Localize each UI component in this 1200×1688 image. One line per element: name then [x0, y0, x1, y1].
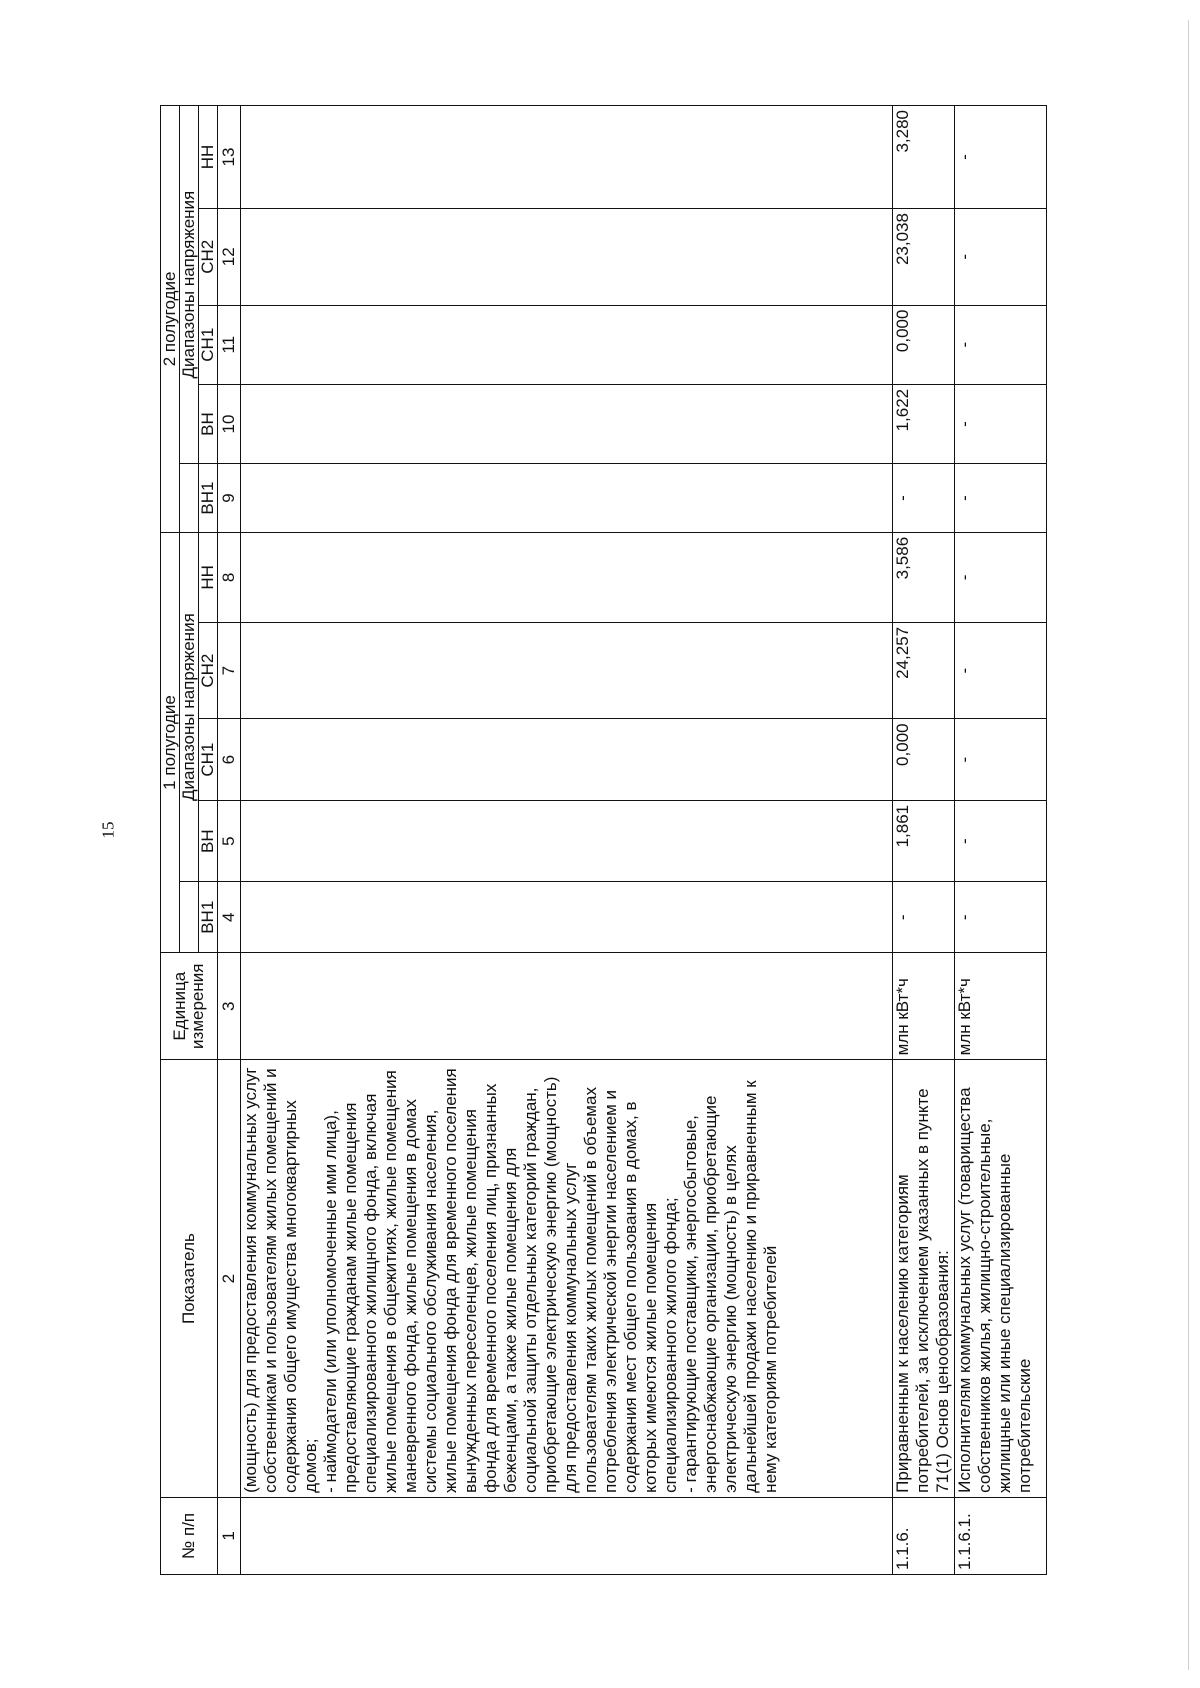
- col-index: 13: [218, 106, 241, 209]
- col-index: 4: [218, 882, 241, 953]
- row-value: [241, 532, 893, 622]
- row-value: -: [955, 384, 1047, 463]
- row-unit: [241, 953, 893, 1060]
- row-value: -: [955, 106, 1047, 209]
- header-ranges-1: Диапазоны напряжения: [180, 532, 199, 882]
- table-row: [241, 106, 893, 1575]
- col-index: 5: [218, 800, 241, 881]
- row-unit: млн кВт*ч: [955, 953, 1047, 1060]
- col-index: 6: [218, 719, 241, 800]
- row-value: -: [955, 622, 1047, 719]
- table-row: [955, 106, 1047, 1575]
- row-value: -: [955, 882, 1047, 953]
- header-half1: 1 полугодие: [161, 532, 180, 952]
- header-col-vn: ВН: [199, 800, 218, 881]
- row-value: -: [955, 532, 1047, 622]
- row-num: [241, 1497, 893, 1574]
- header-col-vn1: ВН1: [199, 882, 218, 953]
- col-index: 1: [218, 1497, 241, 1574]
- row-value: 23,038: [893, 209, 955, 306]
- header-col-sn2: СН2: [199, 622, 218, 719]
- row-value: [241, 719, 893, 800]
- col-index: 12: [218, 209, 241, 306]
- row-value: -: [893, 882, 955, 953]
- header-row-1: [161, 106, 180, 1575]
- row-num: 1.1.6.1.: [955, 1497, 1047, 1574]
- col-index: 7: [218, 622, 241, 719]
- header-col-nn: НН: [199, 532, 218, 622]
- header-num: № п/п: [161, 1497, 218, 1574]
- header-unit: Единица измерения: [161, 953, 218, 1060]
- page-number: 15: [98, 821, 118, 839]
- header-col-sn1: СН1: [199, 719, 218, 800]
- header-indicator: Показатель: [161, 1060, 218, 1497]
- row-value: [241, 800, 893, 881]
- row-value: [241, 622, 893, 719]
- row-indicator: Приравненным к населению категориям потребителей, за исключением указанных в пункте 71(1) Основ ценообразования:: [893, 1060, 955, 1497]
- row-value: -: [955, 209, 1047, 306]
- row-value: [241, 384, 893, 463]
- col-index: 8: [218, 532, 241, 622]
- tariff-table: [160, 105, 1047, 1575]
- header-ranges-2: Диапазоны напряжения: [180, 106, 199, 464]
- header-col-vn-2: ВН: [199, 384, 218, 463]
- header-col-sn2-2: СН2: [199, 209, 218, 306]
- row-value: -: [955, 464, 1047, 533]
- col-index: 2: [218, 1060, 241, 1497]
- row-value: 0,000: [893, 719, 955, 800]
- row-value: [241, 106, 893, 209]
- row-value: [241, 882, 893, 953]
- row-value: 3,586: [893, 532, 955, 622]
- table-row: [893, 106, 955, 1575]
- col-index: 9: [218, 464, 241, 533]
- column-index-row: [218, 106, 241, 1575]
- header-col-vn1-2: ВН1: [199, 464, 218, 533]
- scan-edge: [1188, 20, 1189, 1670]
- row-unit: млн кВт*ч: [893, 953, 955, 1060]
- row-num: 1.1.6.: [893, 1497, 955, 1574]
- row-value: -: [955, 305, 1047, 384]
- row-value: 3,280: [893, 106, 955, 209]
- header-col-sn1-2: СН1: [199, 305, 218, 384]
- row-indicator: (мощность) для предоставления коммунальных услуг собственникам и пользователям жилых помещений и содержания общего имущества многоквартирных домов; - наймодатели (или уполномоченные ими лица), предоставляющие гражданам жилые помещения специализированного жилищного фонда, включая жилые помещения в общежитиях, жилые помещения маневренного фонда, жилые помещения в домах системы социального обслуживания населения, жилые помещения фонда для временного поселения вынужденных переселенцев, жилые помещения фонда для временного поселения лиц, признанных беженцами, а также жилые помещения для социальной защиты отдельных категорий граждан, приобретающие электрическую энергию (мощность) для предоставления коммунальных услуг пользователям таких жилых помещений в объемах потребления электрической энергии населением и содержания мест общего пользования в домах, в которых имеются жилые помещения специализированного жилого фонда; - гарантирующие поставщики, энергосбытовые, энергоснабжающие организации, приобретающие электрическую энергию (мощность) в целях дальнейшей продажи населению и приравненным к нему категориям потребителей: [241, 1060, 893, 1497]
- row-value: [241, 464, 893, 533]
- rotated-table-container: [160, 105, 1050, 1575]
- row-value: [241, 305, 893, 384]
- col-index: 10: [218, 384, 241, 463]
- row-value: 1,861: [893, 800, 955, 881]
- row-value: [241, 209, 893, 306]
- row-value: -: [893, 464, 955, 533]
- header-col-nn-2: НН: [199, 106, 218, 209]
- row-value: 1,622: [893, 384, 955, 463]
- row-value: 0,000: [893, 305, 955, 384]
- col-index: 11: [218, 305, 241, 384]
- header-half2: 2 полугодие: [161, 106, 180, 533]
- row-value: 24,257: [893, 622, 955, 719]
- row-indicator: Исполнителям коммунальных услуг (товарищества собственников жилья, жилищно-строительные, жилищные или иные специализированные потребительские: [955, 1060, 1047, 1497]
- row-value: -: [955, 800, 1047, 881]
- row-value: -: [955, 719, 1047, 800]
- col-index: 3: [218, 953, 241, 1060]
